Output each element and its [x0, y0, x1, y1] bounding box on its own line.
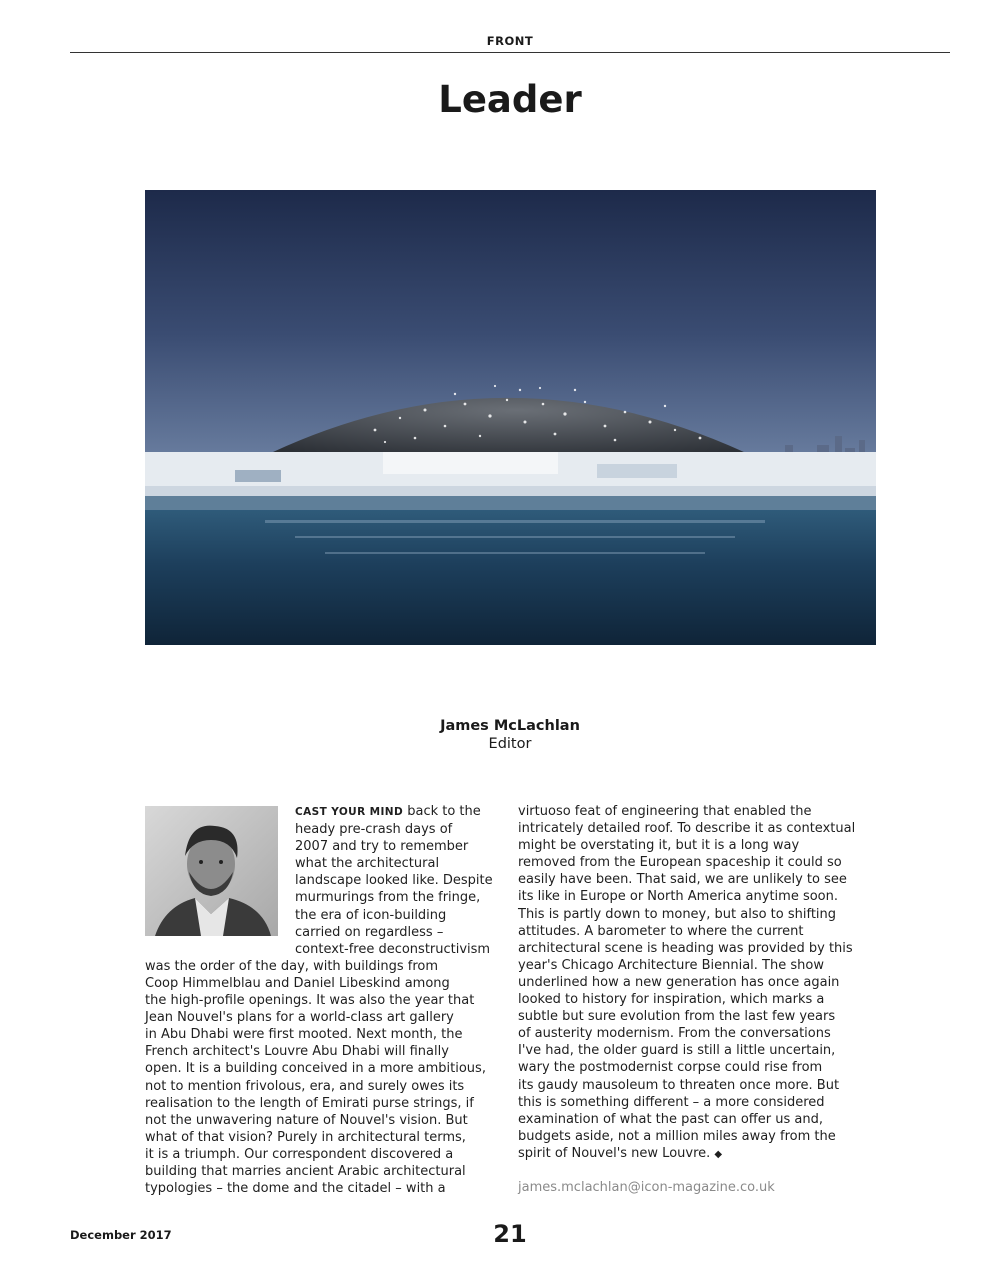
article-line: of austerity modernism. From the conversations: [518, 1026, 831, 1042]
article-line: what the architectural: [295, 856, 440, 872]
byline: [0, 717, 994, 753]
author-email: james.mclachlan@icon-magazine.co.uk: [518, 1180, 775, 1195]
article-line: it is a triumph. Our correspondent discovered a: [145, 1146, 454, 1162]
article-line: easily have been. That said, we are unlikely to see: [518, 872, 847, 888]
article-line: in Abu Dhabi were first mooted. Next month, the: [145, 1027, 463, 1043]
article-line: what of that vision? Purely in architectural terms,: [145, 1129, 466, 1145]
article-line: typologies – the dome and the citadel – with a: [145, 1181, 446, 1197]
article-line: the era of icon-building: [295, 907, 447, 923]
article-line: examination of what the past can offer us and,: [518, 1111, 823, 1127]
end-mark-icon: ◆: [714, 1148, 723, 1160]
article-line: 2007 and try to remember: [295, 839, 469, 855]
article-line: not the unwavering nature of Nouvel's vision. But: [145, 1112, 468, 1128]
article-line: carried on regardless –: [295, 924, 444, 940]
article-line: its like in Europe or North America anytime soon.: [518, 889, 838, 905]
issue-date: December 2017: [70, 1228, 172, 1242]
article-line: context-free deconstructivism: [295, 941, 491, 957]
page-title: Leader: [438, 78, 582, 121]
article-line: murmurings from the fringe,: [295, 890, 481, 906]
article-line: was the order of the day, with buildings from: [145, 958, 439, 974]
article-line: realisation to the length of Emirati purse strings, if: [145, 1095, 474, 1111]
article-line: looked to history for inspiration, which marks a: [518, 992, 825, 1008]
article-line: I've had, the older guard is still a little uncertain,: [518, 1043, 836, 1059]
article-line: might be overstating it, but it is a long way: [518, 838, 800, 854]
article-line: architectural scene is heading was provided by this: [518, 940, 853, 956]
article-line: intricately detailed roof. To describe it as contextual: [518, 821, 856, 837]
article-line: attitudes. A barometer to where the current: [518, 923, 804, 939]
section-label: FRONT: [486, 34, 534, 48]
sea: [145, 510, 876, 645]
article-line: wary the postmodernist corpse could rise from: [518, 1060, 823, 1076]
article-line: spirit of Nouvel's new Louvre. ◆: [518, 1145, 723, 1161]
article-line: Jean Nouvel's plans for a world-class art gallery: [145, 1010, 454, 1026]
article-line: French architect's Louvre Abu Dhabi will finally: [145, 1044, 449, 1060]
article-line: the high-profile openings. It was also the year that: [145, 993, 475, 1009]
article-line: not to mention frivolous, era, and surely owes its: [145, 1078, 465, 1094]
article-line: removed from the European spaceship it could so: [518, 855, 842, 871]
article-column-1: [145, 803, 505, 1197]
header-rule: [70, 52, 950, 53]
article-line: landscape looked like. Despite: [295, 873, 493, 889]
hero-photo: [145, 190, 876, 645]
author-role: Editor: [488, 736, 532, 752]
author-name: James McLachlan: [440, 718, 580, 734]
article-line: subtle but sure evolution from the last few years: [518, 1009, 836, 1025]
page-number: 21: [493, 1220, 527, 1248]
article-line: budgets aside, not a million miles away from the: [518, 1128, 836, 1144]
article-line: CAST YOUR MIND back to the: [295, 804, 481, 819]
article-line: open. It is a building conceived in a more ambitious,: [145, 1061, 486, 1077]
article-line: building that marries ancient Arabic architectural: [145, 1163, 466, 1179]
article-line: heady pre-crash days of: [295, 822, 453, 838]
article-line: its gaudy mausoleum to threaten once more. But: [518, 1077, 840, 1093]
lead-in: CAST YOUR MIND: [295, 806, 404, 818]
article-line: This is partly down to money, but also to shifting: [518, 906, 837, 922]
article-column-2: [518, 803, 880, 1163]
article-line: this is something different – a more considered: [518, 1094, 825, 1110]
article-line: virtuoso feat of engineering that enabled the: [518, 804, 812, 819]
article-line: underlined how a new generation has once again: [518, 974, 840, 990]
article-line: Coop Himmelblau and Daniel Libeskind among: [145, 975, 450, 991]
article-line: year's Chicago Architecture Biennial. The show: [518, 957, 824, 973]
